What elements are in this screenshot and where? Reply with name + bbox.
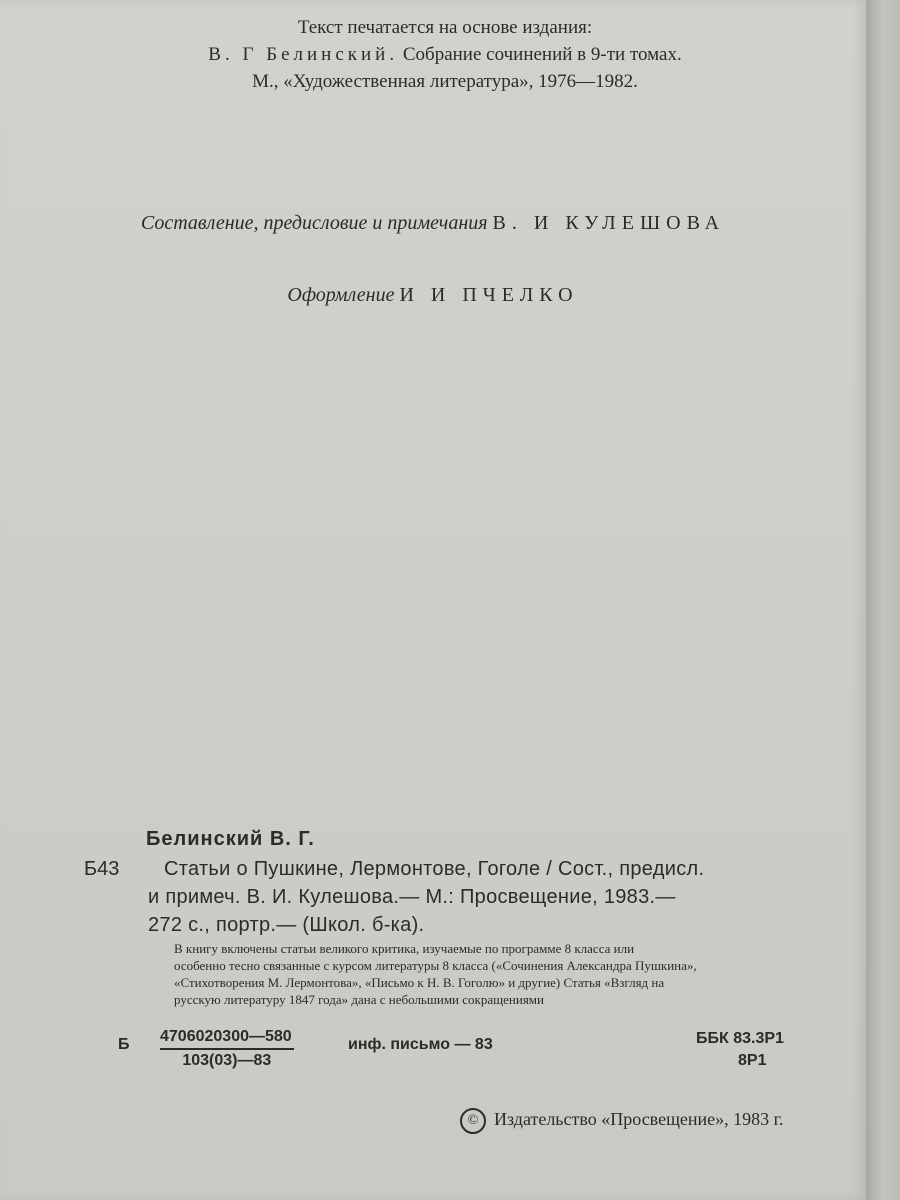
- catalog-author: Белинский В. Г.: [146, 828, 315, 850]
- source-note: [120, 14, 770, 95]
- imprint-letter: Б: [118, 1036, 130, 1053]
- annotation-line: «Стихотворения М. Лермонтова», «Письмо к Н. В. Гоголю» и другие) Статья «Взгляд на: [174, 975, 665, 990]
- design-credit: [0, 284, 866, 307]
- imprint-numerator: 4706020300—580: [160, 1028, 294, 1050]
- source-author: В. Г Белинский.: [208, 44, 399, 65]
- bbk-line-2: 8Р1: [738, 1052, 767, 1069]
- bbk-index: [696, 1028, 784, 1072]
- design-label: Оформление: [287, 284, 395, 306]
- compiler-name: В. И КУЛЕШОВА: [492, 212, 726, 234]
- catalog-code: Б43: [84, 858, 120, 880]
- design-name: И И ПЧЕЛКО: [399, 284, 579, 306]
- source-collection: Собрание сочинений в 9-ти томах.: [402, 44, 682, 65]
- annotation-line: особенно тесно связанные с курсом литературы 8 класса («Сочинения Александра Пушкина»,: [174, 958, 697, 973]
- catalog-line-2: и примеч. В. И. Кулешова.— М.: Просвещение, 1983.—: [148, 886, 676, 908]
- source-note-line-3: М., «Художественная литература», 1976—1982.: [252, 71, 638, 92]
- bbk-line-1: ББК 83.3Р1: [696, 1030, 784, 1047]
- annotation-line: русскую литературу 1847 года» дана с небольшими сокращениями: [174, 992, 544, 1007]
- source-note-line-2: [120, 41, 770, 68]
- catalog-line-3: 272 с., портр.— (Школ. б-ка).: [148, 914, 425, 936]
- catalog-annotation: [174, 940, 834, 1008]
- annotation-line: В книгу включены статьи великого критика, изучаемые по программе 8 класса или: [174, 941, 635, 956]
- catalog-line-1: Статьи о Пушкине, Лермонтове, Гоголе / Сост., предисл.: [164, 858, 705, 880]
- page-edge: [866, 0, 900, 1200]
- source-note-line-1: Текст печатается на основе издания:: [297, 17, 593, 38]
- imprint-fraction: [160, 1028, 294, 1070]
- copyright-icon: ©: [460, 1108, 486, 1134]
- compiler-label: Составление, предисловие и примечания: [140, 212, 488, 234]
- imprint-inf: инф. письмо — 83: [348, 1036, 493, 1053]
- copyright-line: [460, 1108, 784, 1134]
- compiler-credit: [0, 212, 866, 235]
- imprint-denominator: 103(03)—83: [182, 1052, 272, 1069]
- copyright-text: Издательство «Просвещение», 1983 г.: [494, 1109, 784, 1130]
